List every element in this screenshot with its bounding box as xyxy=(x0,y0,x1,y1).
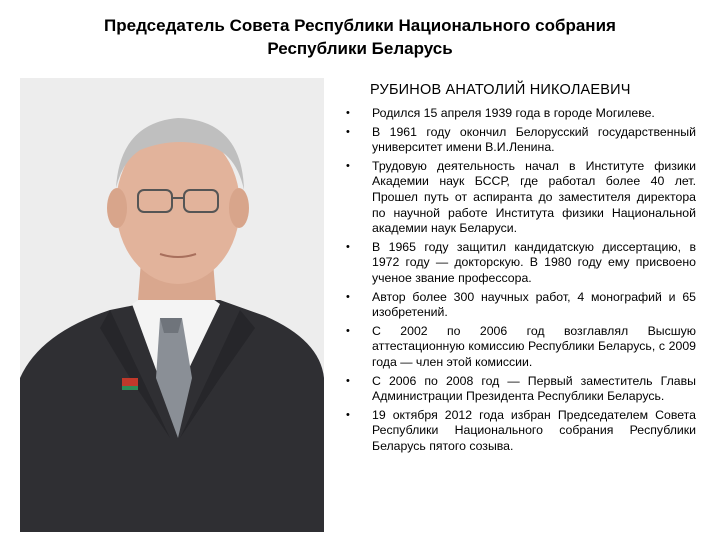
biography-list xyxy=(346,106,696,457)
bullet-icon: • xyxy=(346,240,350,253)
slide-title xyxy=(40,14,680,60)
title-line-2: Республики Беларусь xyxy=(267,39,453,58)
bullet-icon: • xyxy=(346,290,350,303)
bio-item xyxy=(346,106,696,122)
bio-item xyxy=(346,324,696,371)
bio-item xyxy=(346,408,696,455)
bio-text: С 2002 по 2006 год возглавлял Высшую аттестационную комиссию Республики Беларусь, с 2009 года — член этой комиссии. xyxy=(372,323,696,369)
bio-item xyxy=(346,125,696,156)
bullet-icon: • xyxy=(346,107,350,119)
bio-item xyxy=(346,240,696,287)
bio-text: 19 октября 2012 года избран Председателем Совета Республики Национального собрания Республики Беларусь пятого созыва. xyxy=(372,407,696,453)
bio-item xyxy=(346,374,696,405)
bio-item xyxy=(346,290,696,321)
bio-text: Трудовую деятельность начал в Институте физики Академии наук БССР, где работал более 40 лет. Прошел путь от аспиранта до заместителя директора по научной работе Института физики Национальной академии наук Беларуси. xyxy=(372,158,696,236)
bio-text: С 2006 по 2008 год — Первый заместитель Главы Администрации Президента Республики Беларусь. xyxy=(372,373,696,404)
portrait-photo xyxy=(20,78,324,532)
title-line-1: Председатель Совета Республики Национального собрания xyxy=(104,16,616,35)
bio-text: Родился 15 апреля 1939 года в городе Могилеве. xyxy=(372,106,655,120)
bullet-icon: • xyxy=(346,159,350,172)
bio-text: В 1965 году защитил кандидатскую диссертацию, в 1972 году — докторскую. В 1980 году ему присвоено ученое звание профессора. xyxy=(372,239,696,285)
bullet-icon: • xyxy=(346,125,350,138)
bullet-icon: • xyxy=(346,324,350,337)
bullet-icon: • xyxy=(346,408,350,421)
bio-text: В 1961 году окончил Белорусский государственный университет имени В.И.Ленина. xyxy=(372,124,696,155)
bio-text: Автор более 300 научных работ, 4 монографий и 65 изобретений. xyxy=(372,289,696,320)
person-name: РУБИНОВ АНАТОЛИЙ НИКОЛАЕВИЧ xyxy=(370,82,631,98)
portrait-illustration xyxy=(20,78,324,532)
bio-item xyxy=(346,159,696,237)
bullet-icon: • xyxy=(346,374,350,387)
